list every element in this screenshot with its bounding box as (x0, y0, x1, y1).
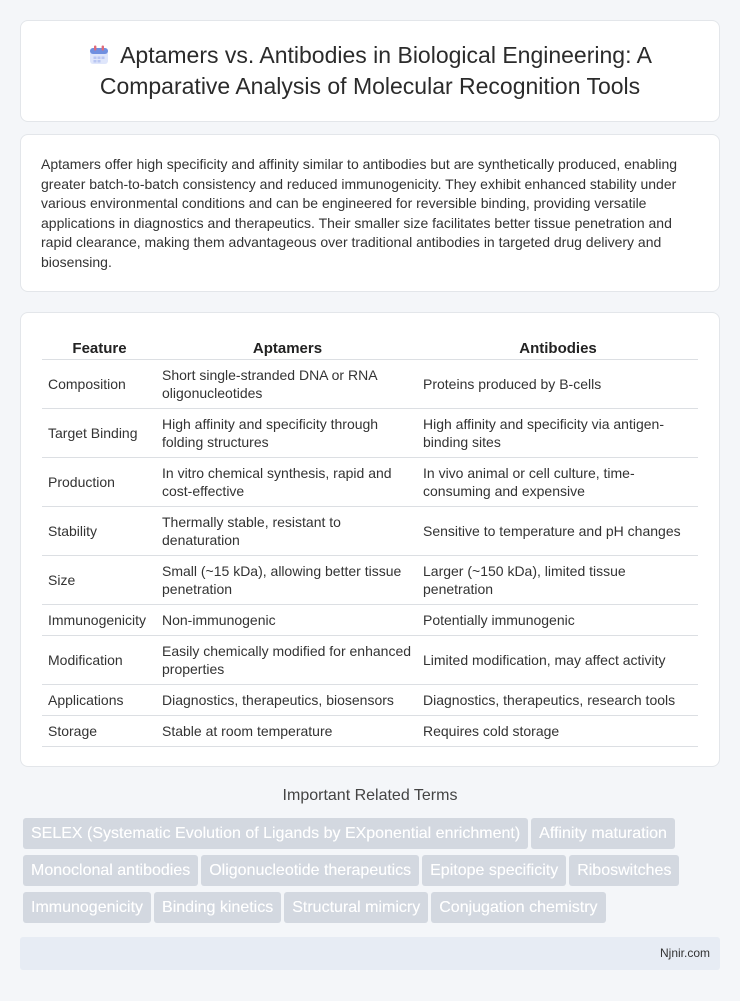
related-term-tag[interactable]: Monoclonal antibodies (23, 855, 198, 886)
table-row (42, 715, 698, 746)
cell-aptamers: Small (~15 kDa), allowing better tissue penetration (157, 555, 418, 604)
related-terms-title: Important Related Terms (282, 787, 458, 804)
cell-aptamers: In vitro chemical synthesis, rapid and cost-effective (157, 457, 418, 506)
cell-feature: Target Binding (42, 408, 157, 457)
related-term-tag[interactable]: Oligonucleotide therapeutics (201, 855, 419, 886)
table-row (42, 408, 698, 457)
related-term-tag[interactable]: Immunogenicity (23, 892, 151, 923)
cell-feature: Size (42, 555, 157, 604)
cell-aptamers: Diagnostics, therapeutics, biosensors (157, 684, 418, 715)
table-row (42, 457, 698, 506)
cell-aptamers: Non-immunogenic (157, 604, 418, 635)
related-term-tag[interactable]: Conjugation chemistry (431, 892, 605, 923)
footer-bar (20, 937, 720, 970)
related-term-tag[interactable]: Structural mimicry (284, 892, 428, 923)
cell-aptamers: Easily chemically modified for enhanced properties (157, 635, 418, 684)
summary-text: Aptamers offer high specificity and affinity similar to antibodies but are synthetically produced, enabling greater batch-to-batch consistency and reduced immunogenicity. They exhibit enhanced stability under various environmental conditions and can be engineered for reversible binding, providing versatile applications in diagnostics and therapeutics. Their smaller size facilitates better tissue penetration and rapid clearance, making them advantageous over traditional antibodies in targeted drug delivery and biosensing. (41, 156, 678, 270)
related-term-tag[interactable]: SELEX (Systematic Evolution of Ligands by EXponential enrichment) (23, 818, 528, 849)
cell-antibodies: Larger (~150 kDa), limited tissue penetration (418, 555, 698, 604)
cell-antibodies: Requires cold storage (418, 715, 698, 746)
header-antibodies: Antibodies (418, 333, 698, 359)
table-row (42, 635, 698, 684)
related-term-tag[interactable]: Epitope specificity (422, 855, 566, 886)
cell-feature: Composition (42, 359, 157, 408)
table-row (42, 359, 698, 408)
footer-site[interactable]: Njnir.com (659, 946, 710, 960)
cell-aptamers: Short single-stranded DNA or RNA oligonucleotides (157, 359, 418, 408)
cell-antibodies: Sensitive to temperature and pH changes (418, 506, 698, 555)
title-card (20, 20, 720, 122)
cell-aptamers: High affinity and specificity through folding structures (157, 408, 418, 457)
table-row (42, 684, 698, 715)
calendar-icon (88, 44, 110, 66)
cell-feature: Applications (42, 684, 157, 715)
table-row (42, 506, 698, 555)
table-row (42, 555, 698, 604)
header-aptamers: Aptamers (157, 333, 418, 359)
page-title: Aptamers vs. Antibodies in Biological Engineering: A Comparative Analysis of Molecular Recognition Tools (99, 42, 652, 99)
comparison-table (42, 333, 698, 747)
page-title-wrap (50, 40, 690, 102)
cell-antibodies: In vivo animal or cell culture, time-consuming and expensive (418, 457, 698, 506)
cell-feature: Modification (42, 635, 157, 684)
cell-feature: Stability (42, 506, 157, 555)
summary-card (20, 134, 720, 292)
cell-aptamers: Thermally stable, resistant to denaturation (157, 506, 418, 555)
related-terms-list (23, 818, 723, 929)
table-header-row (42, 333, 698, 359)
cell-antibodies: High affinity and specificity via antigen-binding sites (418, 408, 698, 457)
related-term-tag[interactable]: Binding kinetics (154, 892, 281, 923)
table-row (42, 604, 698, 635)
cell-antibodies: Potentially immunogenic (418, 604, 698, 635)
cell-aptamers: Stable at room temperature (157, 715, 418, 746)
related-term-tag[interactable]: Affinity maturation (531, 818, 675, 849)
cell-feature: Storage (42, 715, 157, 746)
cell-antibodies: Limited modification, may affect activity (418, 635, 698, 684)
related-term-tag[interactable]: Riboswitches (569, 855, 679, 886)
cell-antibodies: Diagnostics, therapeutics, research tools (418, 684, 698, 715)
cell-feature: Immunogenicity (42, 604, 157, 635)
cell-feature: Production (42, 457, 157, 506)
cell-antibodies: Proteins produced by B-cells (418, 359, 698, 408)
header-feature: Feature (42, 333, 157, 359)
comparison-table-card (20, 312, 720, 767)
